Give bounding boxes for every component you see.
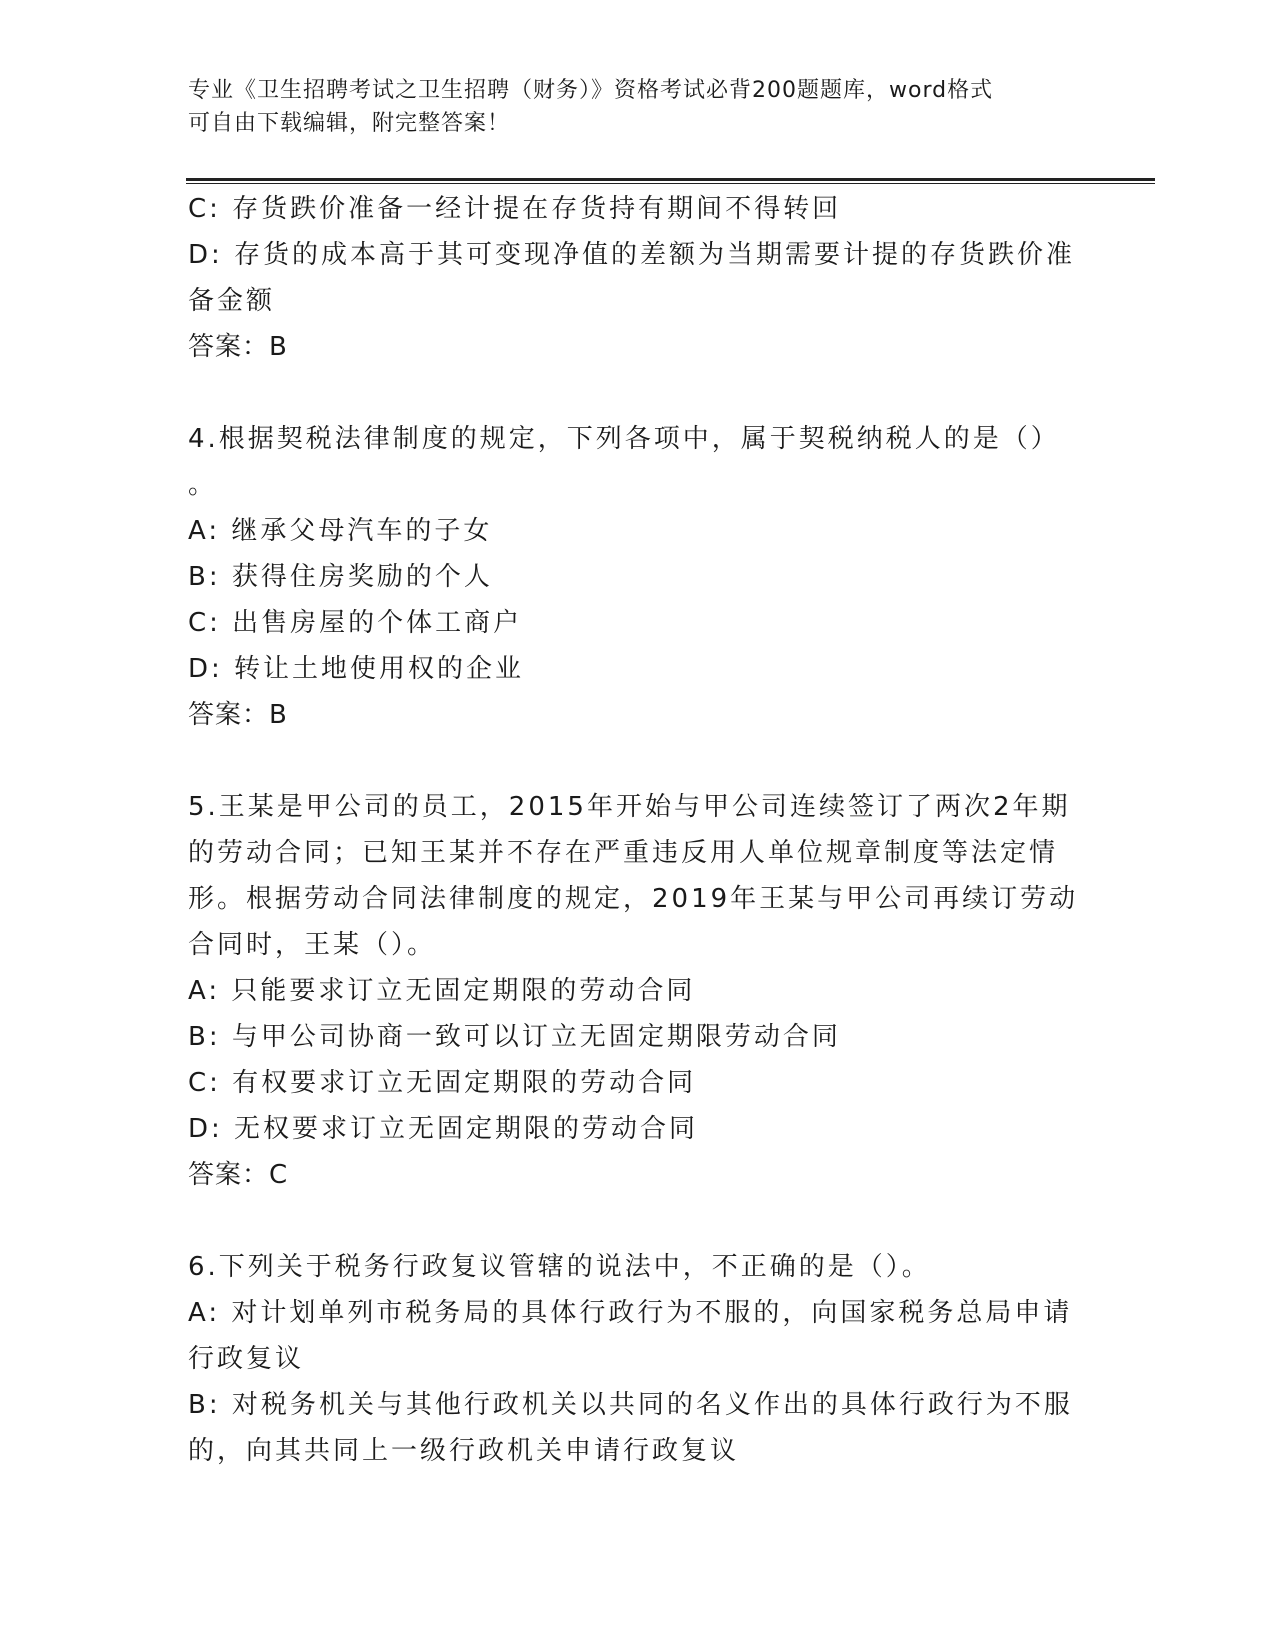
answer-value: C <box>269 1160 289 1190</box>
q6-option-a-line-1: A: 对计划单列市税务局的具体行政行为不服的，向国家税务总局申请 <box>188 1298 1073 1328</box>
answer-value: B <box>269 332 288 362</box>
q5-option-d: D: 无权要求订立无固定期限的劳动合同 <box>188 1114 699 1144</box>
answer-label: 答案： <box>188 332 270 362</box>
header-title-line-1: 专业《卫生招聘考试之卫生招聘（财务）》资格考试必背200题题库，word格式 <box>188 78 994 103</box>
q5-stem-line-3: 形。根据劳动合同法律制度的规定，2019年王某与甲公司再续订劳动 <box>188 884 1079 914</box>
page-header <box>188 74 1088 140</box>
q5-stem-line-4: 合同时，王某（）。 <box>188 930 437 960</box>
header-title-line-2: 可自由下载编辑，附完整答案！ <box>188 111 511 136</box>
question-4 <box>188 416 1088 738</box>
q5-answer <box>188 1152 1088 1198</box>
q4-option-b: B: 获得住房奖励的个人 <box>188 562 493 592</box>
answer-value: B <box>269 700 288 730</box>
q6-option-b-line-2: 的，向其共同上一级行政机关申请行政复议 <box>188 1436 740 1466</box>
q5-option-c: C: 有权要求订立无固定期限的劳动合同 <box>188 1068 697 1098</box>
q3-option-d-line-2: 备金额 <box>188 286 276 316</box>
question-5 <box>188 784 1088 1198</box>
spacer <box>188 370 1088 416</box>
q5-option-b: B: 与甲公司协商一致可以订立无固定期限劳动合同 <box>188 1022 841 1052</box>
q5-stem-line-1: 5.王某是甲公司的员工，2015年开始与甲公司连续签订了两次2年期 <box>188 792 1071 822</box>
q3-answer <box>188 324 1088 370</box>
question-6 <box>188 1244 1088 1474</box>
q4-option-a: A: 继承父母汽车的子女 <box>188 516 493 546</box>
spacer <box>188 1198 1088 1244</box>
q4-stem-line-1: 4.根据契税法律制度的规定，下列各项中，属于契税纳税人的是（） <box>188 424 1060 454</box>
q4-option-d: D: 转让土地使用权的企业 <box>188 654 525 684</box>
q6-option-b-line-1: B: 对税务机关与其他行政机关以共同的名义作出的具体行政行为不服 <box>188 1390 1073 1420</box>
q5-option-a: A: 只能要求订立无固定期限的劳动合同 <box>188 976 696 1006</box>
answer-label: 答案： <box>188 700 270 730</box>
q5-stem-line-2: 的劳动合同；已知王某并不存在严重违反用人单位规章制度等法定情 <box>188 838 1059 868</box>
q3-option-c: C: 存货跌价准备一经计提在存货持有期间不得转回 <box>188 194 842 224</box>
q3-option-d-line-1: D: 存货的成本高于其可变现净值的差额为当期需要计提的存货跌价准 <box>188 240 1076 270</box>
q4-option-c: C: 出售房屋的个体工商户 <box>188 608 523 638</box>
header-divider <box>186 178 1155 184</box>
spacer <box>188 738 1088 784</box>
question-3-tail <box>188 186 1088 370</box>
q6-option-a-line-2: 行政复议 <box>188 1344 305 1374</box>
q6-stem-line-1: 6.下列关于税务行政复议管辖的说法中，不正确的是（）。 <box>188 1252 931 1282</box>
q4-answer <box>188 692 1088 738</box>
document-body <box>188 186 1088 1474</box>
q4-stem-line-2: 。 <box>188 470 218 500</box>
answer-label: 答案： <box>188 1160 270 1190</box>
